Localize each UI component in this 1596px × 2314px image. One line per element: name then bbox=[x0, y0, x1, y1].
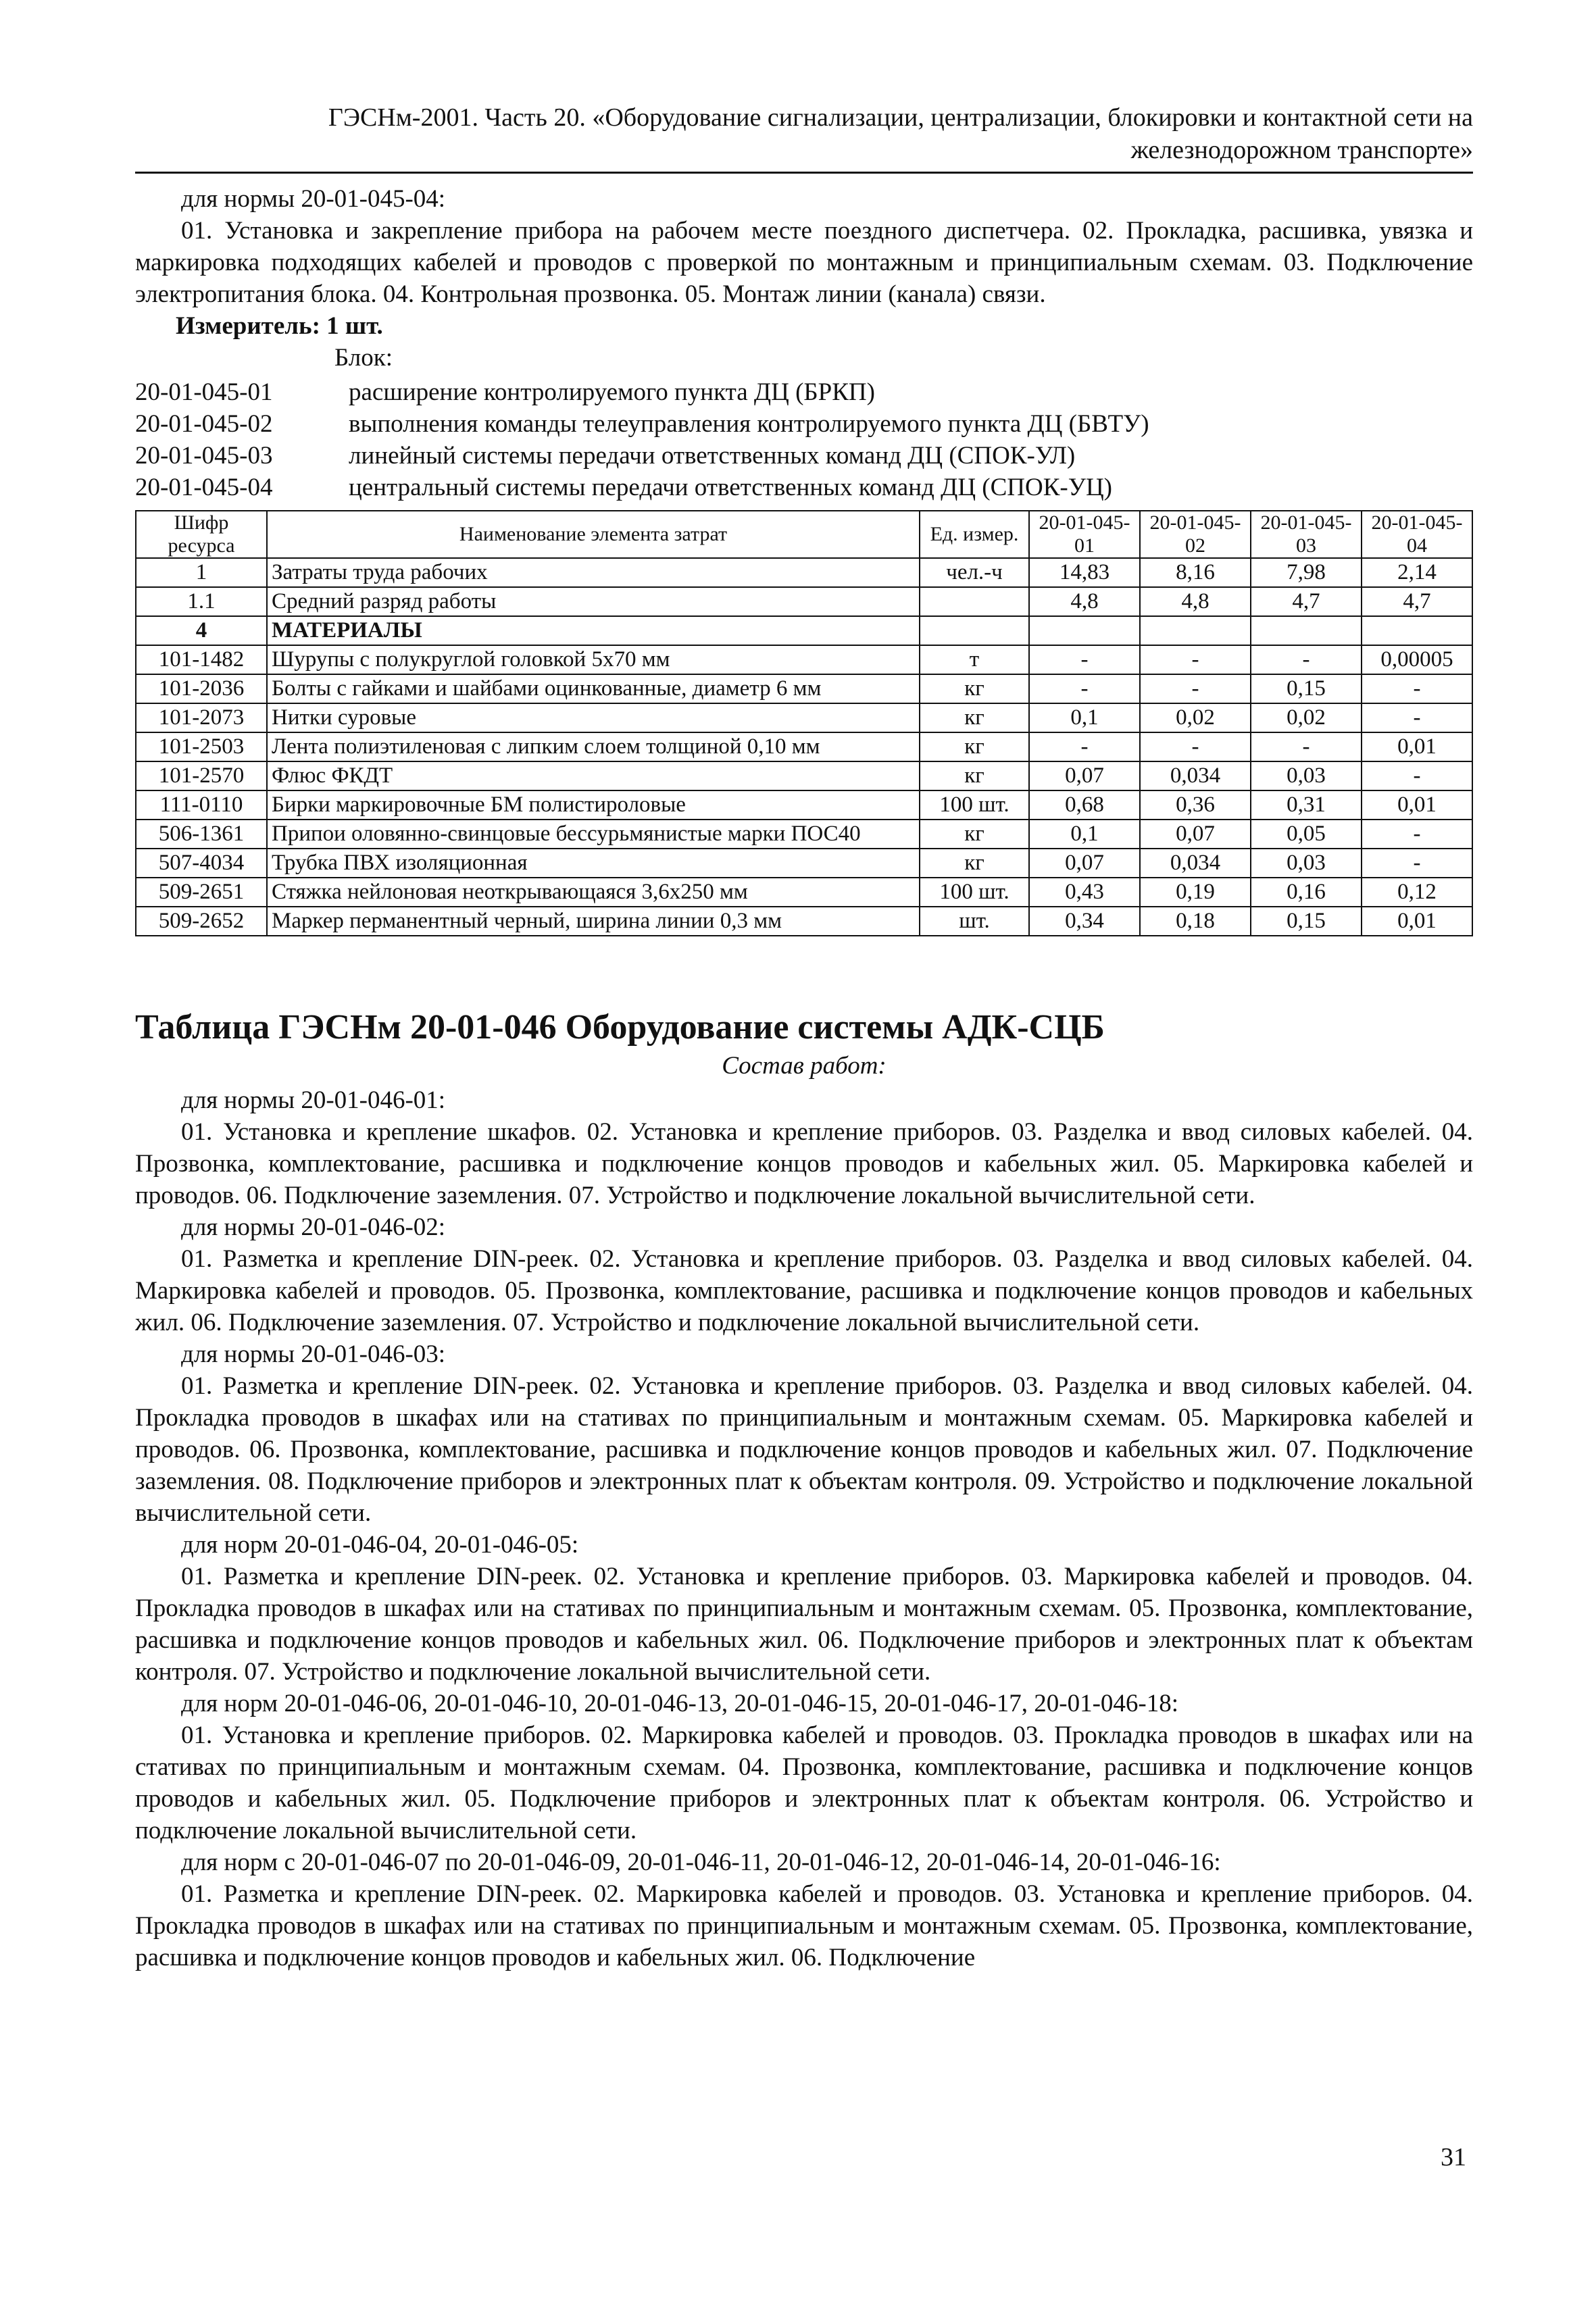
document-page bbox=[135, 101, 1473, 1973]
cell-unit: т bbox=[920, 645, 1029, 674]
norm-code-row bbox=[135, 440, 1473, 472]
norm-label: для норм с 20-01-046-07 по 20-01-046-09, 20-01-046-11, 20-01-046-12, 20-01-046-14, 20-01-046-16: bbox=[181, 1848, 1221, 1876]
resource-table bbox=[135, 510, 1473, 936]
cell-value: - bbox=[1029, 674, 1140, 703]
norm-code-desc: выполнения команды телеуправления контролируемого пункта ДЦ (БВТУ) bbox=[349, 410, 1149, 438]
cell-element-name: Трубка ПВХ изоляционная bbox=[267, 849, 920, 878]
cell-value: 0,07 bbox=[1140, 820, 1251, 849]
cell-value: - bbox=[1362, 820, 1472, 849]
norm-code-desc: центральный системы передачи ответственных команд ДЦ (СПОК-УЦ) bbox=[349, 474, 1112, 501]
cell-value: 0,16 bbox=[1251, 878, 1362, 907]
cell-resource-code: 509-2651 bbox=[136, 878, 267, 907]
cell-resource-code: 1 bbox=[136, 558, 267, 587]
table-body bbox=[136, 558, 1472, 936]
cell-value: - bbox=[1362, 674, 1472, 703]
cell-value: 0,02 bbox=[1140, 703, 1251, 732]
cell-value: 8,16 bbox=[1140, 558, 1251, 587]
cell-value bbox=[1251, 616, 1362, 645]
table-row bbox=[136, 616, 1472, 645]
norm-work-text: 01. Установка и крепление приборов. 02. Маркировка кабелей и проводов. 03. Прокладка проводов в шкафах или на стативах по принципиальным и монтажным схемам. 04. Прозвонка, комплектование, расшивка и подключение концов проводов и кабельных жил. 05. Подключение приборов и электронных плат к объектам контроля. 06. Устройство и подключение локальной вычислительной сети. bbox=[135, 1721, 1473, 1844]
table-row bbox=[136, 645, 1472, 674]
cell-resource-code: 101-2570 bbox=[136, 761, 267, 790]
col-header-code: Шифр ресурса bbox=[136, 511, 267, 558]
cell-resource-code: 111-0110 bbox=[136, 790, 267, 820]
header-line-2: железнодорожном транспорте» bbox=[1130, 136, 1473, 164]
cell-element-name: Флюс ФКДТ bbox=[267, 761, 920, 790]
cell-resource-code: 506-1361 bbox=[136, 820, 267, 849]
cell-value: 2,14 bbox=[1362, 558, 1472, 587]
norm-work-text: 01. Разметка и крепление DIN-реек. 02. Установка и крепление приборов. 03. Разделка и ввод силовых кабелей. 04. Маркировка кабелей и проводов. 05. Прозвонка, комплектование, расшивка и подключение концов проводов и кабельных жил. 06. Подключение заземления. 07. Устройство и подключение локальной вычислительной сети. bbox=[135, 1245, 1473, 1336]
cell-value: - bbox=[1140, 645, 1251, 674]
cell-unit: кг bbox=[920, 674, 1029, 703]
cell-value: 0,15 bbox=[1251, 907, 1362, 936]
cell-value: 0,43 bbox=[1029, 878, 1140, 907]
table-row bbox=[136, 878, 1472, 907]
col-header-norm: 20-01-045-01 bbox=[1029, 511, 1140, 558]
cell-unit bbox=[920, 616, 1029, 645]
cell-value: 0,36 bbox=[1140, 790, 1251, 820]
table-row bbox=[136, 558, 1472, 587]
cell-resource-code: 509-2652 bbox=[136, 907, 267, 936]
table-row bbox=[136, 761, 1472, 790]
cell-value: - bbox=[1029, 645, 1140, 674]
cell-value: 0,034 bbox=[1140, 761, 1251, 790]
cell-element-name: Затраты труда рабочих bbox=[267, 558, 920, 587]
norm-code-desc: линейный системы передачи ответственных команд ДЦ (СПОК-УЛ) bbox=[349, 442, 1076, 470]
norm-work-text: 01. Установка и закрепление прибора на рабочем месте поездного диспетчера. 02. Прокладка, расшивка, увязка и маркировка подходящих кабелей и проводов с проверкой по монтажным и принципиальным схемам. 03. Подключение электропитания блока. 04. Контрольная прозвонка. 05. Монтаж линии (канала) связи. bbox=[135, 217, 1473, 308]
cell-value: 4,8 bbox=[1029, 587, 1140, 616]
cell-unit: шт. bbox=[920, 907, 1029, 936]
norms-list bbox=[135, 1084, 1473, 1973]
norm-code-desc: расширение контролируемого пункта ДЦ (БРКП) bbox=[349, 378, 875, 406]
cell-value: - bbox=[1029, 732, 1140, 761]
cell-value: 0,00005 bbox=[1362, 645, 1472, 674]
table-row bbox=[136, 790, 1472, 820]
cell-resource-code: 101-1482 bbox=[136, 645, 267, 674]
cell-value: 0,1 bbox=[1029, 820, 1140, 849]
norm-label: для нормы 20-01-046-02: bbox=[181, 1213, 446, 1241]
cell-value: 0,15 bbox=[1251, 674, 1362, 703]
running-header bbox=[135, 101, 1473, 174]
cell-value: 0,1 bbox=[1029, 703, 1140, 732]
section-title: Таблица ГЭСНм 20-01-046 Оборудование системы АДК-СЦБ bbox=[135, 1008, 1105, 1047]
cell-value: - bbox=[1251, 732, 1362, 761]
cell-value bbox=[1029, 616, 1140, 645]
norm-label: для нормы 20-01-045-04: bbox=[181, 185, 446, 213]
norm-code-row bbox=[135, 408, 1473, 440]
cell-value: 0,01 bbox=[1362, 790, 1472, 820]
cell-resource-code: 101-2503 bbox=[136, 732, 267, 761]
cell-value: 0,31 bbox=[1251, 790, 1362, 820]
cell-value: 0,18 bbox=[1140, 907, 1251, 936]
cell-resource-code: 4 bbox=[136, 616, 267, 645]
cell-unit: кг bbox=[920, 761, 1029, 790]
norm-work-text: 01. Установка и крепление шкафов. 02. Установка и крепление приборов. 03. Разделка и ввод силовых кабелей. 04. Прозвонка, комплектование, расшивка и подключение концов проводов и кабельных жил. 05. Маркировка кабелей и проводов. 06. Подключение заземления. 07. Устройство и подключение локальной вычислительной сети. bbox=[135, 1118, 1473, 1209]
cell-value: 0,03 bbox=[1251, 761, 1362, 790]
page-number: 31 bbox=[1441, 2143, 1466, 2171]
cell-value: 0,19 bbox=[1140, 878, 1251, 907]
cell-unit: чел.-ч bbox=[920, 558, 1029, 587]
norm-label: для норм 20-01-046-04, 20-01-046-05: bbox=[181, 1531, 579, 1559]
cell-value: 4,7 bbox=[1251, 587, 1362, 616]
cell-value: 0,34 bbox=[1029, 907, 1140, 936]
cell-value: - bbox=[1362, 761, 1472, 790]
cell-value bbox=[1140, 616, 1251, 645]
norm-work-text: 01. Разметка и крепление DIN-реек. 02. Установка и крепление приборов. 03. Разделка и ввод силовых кабелей. 04. Прокладка проводов в шкафах или на стативах по принципиальным и монтажным схемам. 05. Маркировка кабелей и проводов. 06. Прозвонка, комплектование, расшивка и подключение концов проводов и кабельных жил. 07. Подключение заземления. 08. Подключение приборов и электронных плат к объектам контроля. 09. Устройство и подключение локальной вычислительной сети. bbox=[135, 1372, 1473, 1527]
cell-element-name: МАТЕРИАЛЫ bbox=[267, 616, 920, 645]
table-row bbox=[136, 732, 1472, 761]
cell-value: 4,7 bbox=[1362, 587, 1472, 616]
col-header-unit: Ед. измер. bbox=[920, 511, 1029, 558]
norm-work-text: 01. Разметка и крепление DIN-реек. 02. Установка и крепление приборов. 03. Маркировка кабелей и проводов. 04. Прокладка проводов в шкафах или на стативах по принципиальным и монтажным схемам. 05. Прозвонка, комплектование, расшивка и подключение концов проводов и кабельных жил. 06. Подключение приборов и электронных плат к объектам контроля. 07. Устройство и подключение локальной вычислительной сети. bbox=[135, 1563, 1473, 1686]
cell-value: 7,98 bbox=[1251, 558, 1362, 587]
cell-element-name: Бирки маркировочные БМ полистироловые bbox=[267, 790, 920, 820]
measure-unit: Измеритель: 1 шт. bbox=[176, 312, 383, 340]
table-header-row bbox=[136, 511, 1472, 558]
cell-value: 0,02 bbox=[1251, 703, 1362, 732]
table-row bbox=[136, 703, 1472, 732]
cell-resource-code: 1.1 bbox=[136, 587, 267, 616]
cell-value: - bbox=[1251, 645, 1362, 674]
header-line-1: ГЭСНм-2001. Часть 20. «Оборудование сигнализации, централизации, блокировки и контактной сети на bbox=[328, 103, 1473, 132]
section-subtitle: Состав работ: bbox=[722, 1052, 887, 1080]
cell-value: 4,8 bbox=[1140, 587, 1251, 616]
table-row bbox=[136, 849, 1472, 878]
cell-value: 0,07 bbox=[1029, 761, 1140, 790]
cell-value: - bbox=[1140, 732, 1251, 761]
cell-unit bbox=[920, 587, 1029, 616]
norm-label: для нормы 20-01-046-03: bbox=[181, 1340, 446, 1368]
cell-resource-code: 507-4034 bbox=[136, 849, 267, 878]
col-header-norm: 20-01-045-03 bbox=[1251, 511, 1362, 558]
cell-element-name: Лента полиэтиленовая с липким слоем толщиной 0,10 мм bbox=[267, 732, 920, 761]
cell-element-name: Болты с гайками и шайбами оцинкованные, диаметр 6 мм bbox=[267, 674, 920, 703]
cell-element-name: Средний разряд работы bbox=[267, 587, 920, 616]
cell-value: - bbox=[1362, 849, 1472, 878]
cell-value: 0,01 bbox=[1362, 732, 1472, 761]
cell-value: 0,034 bbox=[1140, 849, 1251, 878]
cell-element-name: Маркер перманентный черный, ширина линии 0,3 мм bbox=[267, 907, 920, 936]
col-header-norm: 20-01-045-02 bbox=[1140, 511, 1251, 558]
cell-element-name: Стяжка нейлоновая неоткрывающаяся 3,6х250 мм bbox=[267, 878, 920, 907]
norm-code-list bbox=[135, 376, 1473, 503]
cell-value bbox=[1362, 616, 1472, 645]
norm-label: для нормы 20-01-046-01: bbox=[181, 1086, 446, 1114]
cell-unit: 100 шт. bbox=[920, 878, 1029, 907]
norm-code: 20-01-045-03 bbox=[135, 442, 273, 470]
table-row bbox=[136, 674, 1472, 703]
cell-value: 0,01 bbox=[1362, 907, 1472, 936]
cell-value: 14,83 bbox=[1029, 558, 1140, 587]
cell-value: 0,68 bbox=[1029, 790, 1140, 820]
cell-element-name: Нитки суровые bbox=[267, 703, 920, 732]
table-row bbox=[136, 907, 1472, 936]
norm-work-text: 01. Разметка и крепление DIN-реек. 02. Маркировка кабелей и проводов. 03. Установка и крепление приборов. 04. Прокладка проводов в шкафах или на стативах по принципиальным и монтажным схемам. 05. Прозвонка, комплектование, расшивка и подключение концов проводов и кабельных жил. 06. Подключение bbox=[135, 1880, 1473, 1971]
table-row bbox=[136, 820, 1472, 849]
norm-code-row bbox=[135, 376, 1473, 408]
cell-element-name: Шурупы с полукруглой головкой 5х70 мм bbox=[267, 645, 920, 674]
cell-value: - bbox=[1140, 674, 1251, 703]
cell-value: 0,05 bbox=[1251, 820, 1362, 849]
cell-unit: кг bbox=[920, 703, 1029, 732]
norm-code-row bbox=[135, 472, 1473, 503]
table-row bbox=[136, 587, 1472, 616]
block-label: Блок: bbox=[334, 344, 393, 372]
cell-element-name: Припои оловянно-свинцовые бессурьмянистые марки ПОС40 bbox=[267, 820, 920, 849]
cell-resource-code: 101-2073 bbox=[136, 703, 267, 732]
norm-code: 20-01-045-04 bbox=[135, 474, 273, 501]
cell-value: 0,03 bbox=[1251, 849, 1362, 878]
cell-unit: кг bbox=[920, 820, 1029, 849]
cell-value: - bbox=[1362, 703, 1472, 732]
col-header-name: Наименование элемента затрат bbox=[267, 511, 920, 558]
cell-unit: 100 шт. bbox=[920, 790, 1029, 820]
norm-code: 20-01-045-02 bbox=[135, 410, 273, 438]
cell-resource-code: 101-2036 bbox=[136, 674, 267, 703]
norm-code: 20-01-045-01 bbox=[135, 378, 273, 406]
col-header-norm: 20-01-045-04 bbox=[1362, 511, 1472, 558]
cell-unit: кг bbox=[920, 732, 1029, 761]
cell-value: 0,07 bbox=[1029, 849, 1140, 878]
cell-unit: кг bbox=[920, 849, 1029, 878]
norm-label: для норм 20-01-046-06, 20-01-046-10, 20-01-046-13, 20-01-046-15, 20-01-046-17, 20-01-046-18: bbox=[181, 1690, 1179, 1717]
cell-value: 0,12 bbox=[1362, 878, 1472, 907]
